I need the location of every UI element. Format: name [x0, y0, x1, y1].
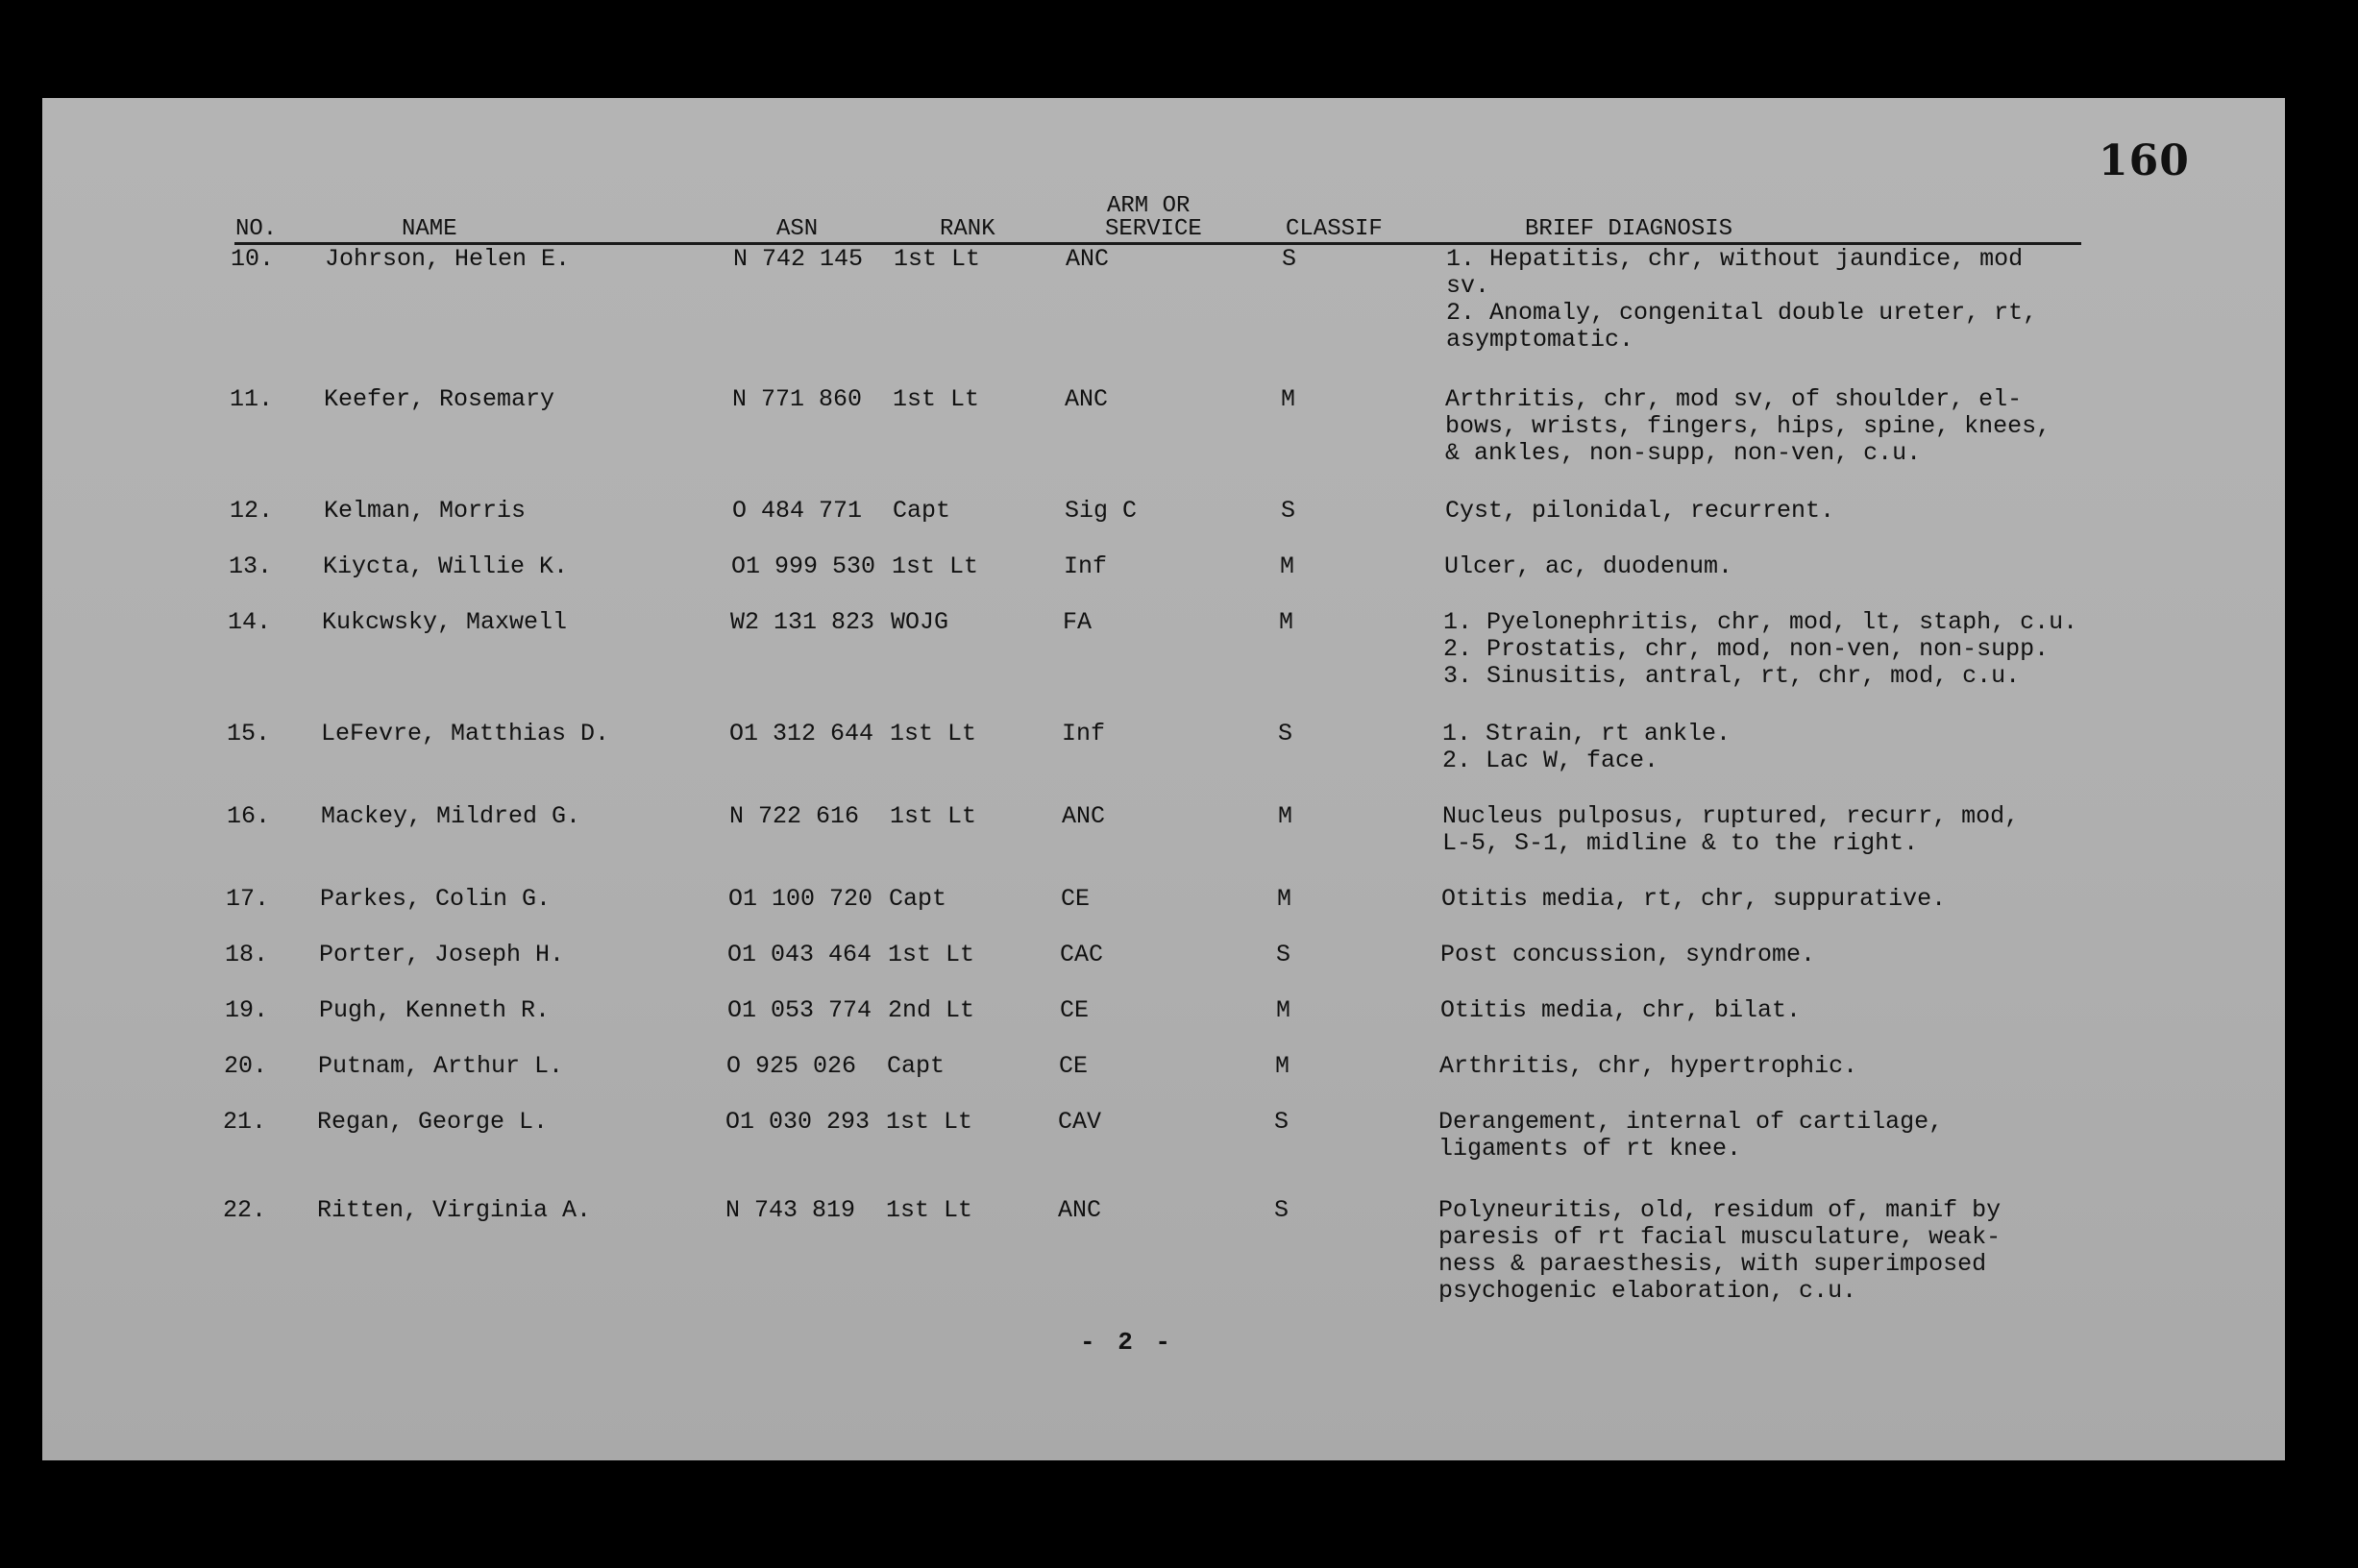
- cell-classif: M: [1281, 385, 1296, 413]
- cell-rank: 1st Lt: [893, 385, 980, 413]
- cell-classif: S: [1278, 720, 1293, 747]
- cell-rank: WOJG: [891, 608, 949, 636]
- cell-no: 12.: [230, 497, 274, 525]
- cell-diagnosis: Nucleus pulposus, ruptured, recurr, mod, L-5, S-1, midline & to the right.: [1442, 802, 2020, 857]
- header-name: NAME: [402, 216, 457, 242]
- cell-diagnosis: Polyneuritis, old, residum of, manif by paresis of rt facial musculature, weak- ness & paraesthesis, with superimposed psychogenic elaboration, c.u.: [1438, 1196, 2002, 1305]
- cell-no: 20.: [224, 1052, 268, 1080]
- cell-asn: N 722 616: [729, 802, 860, 830]
- cell-arm: ANC: [1066, 245, 1110, 273]
- cell-rank: 1st Lt: [888, 941, 975, 968]
- cell-arm: Sig C: [1065, 497, 1138, 525]
- cell-arm: ANC: [1062, 802, 1106, 830]
- page-number: 160: [2099, 136, 2190, 185]
- table-row: [42, 1053, 2285, 1091]
- cell-rank: Capt: [889, 885, 947, 913]
- cell-no: 17.: [226, 885, 270, 913]
- cell-no: 11.: [230, 385, 274, 413]
- cell-rank: 1st Lt: [890, 802, 977, 830]
- table-row: [42, 1196, 2285, 1305]
- cell-asn: O1 053 774: [727, 996, 872, 1024]
- cell-asn: O1 312 644: [729, 720, 874, 747]
- table-row: [42, 942, 2285, 980]
- cell-rank: 1st Lt: [894, 245, 981, 273]
- header-arm-or: ARM OR: [1107, 193, 1191, 219]
- cell-rank: 2nd Lt: [888, 996, 975, 1024]
- cell-diagnosis: Derangement, internal of cartilage, ligaments of rt knee.: [1438, 1108, 1944, 1163]
- table-row: [42, 553, 2285, 592]
- cell-asn: O1 100 720: [728, 885, 873, 913]
- cell-name: Pugh, Kenneth R.: [319, 996, 551, 1024]
- header-classif: CLASSIF: [1286, 216, 1383, 242]
- cell-arm: FA: [1063, 608, 1093, 636]
- cell-no: 18.: [225, 941, 269, 968]
- cell-arm: CE: [1060, 996, 1090, 1024]
- cell-rank: Capt: [887, 1052, 946, 1080]
- cell-rank: 1st Lt: [892, 552, 979, 580]
- cell-no: 16.: [227, 802, 271, 830]
- cell-rank: 1st Lt: [886, 1108, 973, 1136]
- cell-arm: Inf: [1064, 552, 1108, 580]
- table-row: [42, 997, 2285, 1036]
- cell-name: Ritten, Virginia A.: [317, 1196, 592, 1224]
- cell-name: Putnam, Arthur L.: [318, 1052, 564, 1080]
- cell-diagnosis: Cyst, pilonidal, recurrent.: [1445, 497, 1835, 525]
- cell-classif: S: [1274, 1108, 1290, 1136]
- cell-diagnosis: Arthritis, chr, mod sv, of shoulder, el- bows, wrists, fingers, hips, spine, knees, & ankles, non-supp, non-ven, c.u.: [1445, 385, 2051, 467]
- page-footer: - 2 -: [1080, 1328, 1175, 1357]
- cell-name: LeFevre, Matthias D.: [321, 720, 610, 747]
- cell-no: 15.: [227, 720, 271, 747]
- cell-classif: M: [1277, 885, 1292, 913]
- cell-asn: N 771 860: [732, 385, 863, 413]
- cell-asn: N 743 819: [725, 1196, 856, 1224]
- cell-name: Porter, Joseph H.: [319, 941, 565, 968]
- cell-no: 14.: [228, 608, 272, 636]
- table-row: [42, 802, 2285, 857]
- cell-name: Parkes, Colin G.: [320, 885, 552, 913]
- cell-classif: M: [1278, 802, 1293, 830]
- cell-diagnosis: 1. Hepatitis, chr, without jaundice, mod sv. 2. Anomaly, congenital double ureter, rt, asymptomatic.: [1446, 245, 2038, 354]
- table-row: [42, 720, 2285, 774]
- cell-name: Mackey, Mildred G.: [321, 802, 581, 830]
- header-rank: RANK: [940, 216, 995, 242]
- cell-classif: M: [1276, 996, 1291, 1024]
- cell-asn: O1 999 530: [731, 552, 876, 580]
- cell-no: 21.: [223, 1108, 267, 1136]
- cell-name: Kukcwsky, Maxwell: [322, 608, 568, 636]
- cell-arm: CAC: [1060, 941, 1104, 968]
- cell-asn: O1 030 293: [725, 1108, 871, 1136]
- cell-no: 13.: [229, 552, 273, 580]
- cell-diagnosis: 1. Pyelonephritis, chr, mod, lt, staph, c.u. 2. Prostatis, chr, mod, non-ven, non-supp. 3. Sinusitis, antral, rt, chr, mod, c.u.: [1443, 608, 2078, 690]
- cell-rank: 1st Lt: [886, 1196, 973, 1224]
- cell-no: 10.: [231, 245, 275, 273]
- table-row: [42, 1108, 2285, 1163]
- cell-classif: M: [1279, 608, 1294, 636]
- cell-classif: S: [1282, 245, 1297, 273]
- document-page: [42, 98, 2285, 1460]
- cell-diagnosis: Otitis media, rt, chr, suppurative.: [1441, 885, 1947, 913]
- cell-name: Kiycta, Willie K.: [323, 552, 569, 580]
- cell-classif: S: [1274, 1196, 1290, 1224]
- cell-classif: S: [1281, 497, 1296, 525]
- cell-arm: ANC: [1065, 385, 1109, 413]
- cell-asn: W2 131 823: [730, 608, 875, 636]
- table-row: [42, 886, 2285, 924]
- cell-asn: O 484 771: [732, 497, 863, 525]
- cell-arm: CE: [1059, 1052, 1089, 1080]
- cell-arm: ANC: [1058, 1196, 1102, 1224]
- table-row: [42, 498, 2285, 536]
- cell-asn: O 925 026: [726, 1052, 857, 1080]
- cell-diagnosis: Post concussion, syndrome.: [1440, 941, 1816, 968]
- cell-rank: Capt: [893, 497, 951, 525]
- cell-classif: M: [1280, 552, 1295, 580]
- cell-diagnosis: 1. Strain, rt ankle. 2. Lac W, face.: [1442, 720, 1732, 774]
- cell-no: 19.: [225, 996, 269, 1024]
- cell-asn: N 742 145: [733, 245, 864, 273]
- header-service: SERVICE: [1105, 216, 1202, 242]
- cell-name: Johrson, Helen E.: [325, 245, 571, 273]
- header-no: NO.: [235, 216, 278, 242]
- table-row: [42, 608, 2285, 690]
- table-row: [42, 385, 2285, 467]
- cell-name: Kelman, Morris: [324, 497, 527, 525]
- cell-arm: CE: [1061, 885, 1091, 913]
- cell-diagnosis: Arthritis, chr, hypertrophic.: [1439, 1052, 1858, 1080]
- cell-arm: CAV: [1058, 1108, 1102, 1136]
- cell-name: Regan, George L.: [317, 1108, 549, 1136]
- cell-classif: S: [1276, 941, 1291, 968]
- header-diagnosis: BRIEF DIAGNOSIS: [1525, 216, 1733, 242]
- cell-diagnosis: Ulcer, ac, duodenum.: [1444, 552, 1733, 580]
- cell-arm: Inf: [1062, 720, 1106, 747]
- table-row: [42, 245, 2285, 354]
- cell-rank: 1st Lt: [890, 720, 977, 747]
- cell-no: 22.: [223, 1196, 267, 1224]
- cell-name: Keefer, Rosemary: [324, 385, 555, 413]
- cell-classif: M: [1275, 1052, 1290, 1080]
- header-asn: ASN: [776, 216, 819, 242]
- cell-diagnosis: Otitis media, chr, bilat.: [1440, 996, 1802, 1024]
- cell-asn: O1 043 464: [727, 941, 872, 968]
